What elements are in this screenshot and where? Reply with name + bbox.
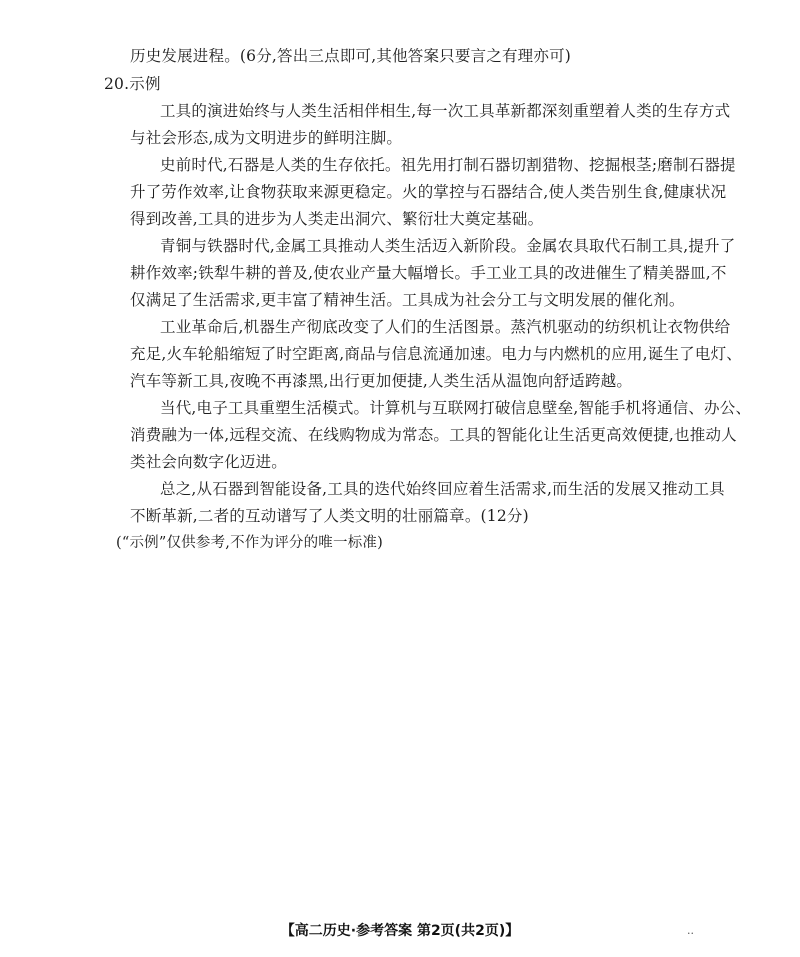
previous-answer-tail: 历史发展进程。(6分,答出三点即可,其他答案只要言之有理亦可): [130, 47, 572, 65]
corner-mark: ··: [687, 927, 694, 940]
question-number-heading: 20.示例: [104, 75, 161, 93]
paragraph-conclusion-line-2: 不断革新,二者的互动谱写了人类文明的壮丽篇章。(12分): [130, 507, 529, 525]
paragraph-contemporary-line-1: 当代,电子工具重塑生活模式。计算机与互联网打破信息壁垒,智能手机将通信、办公、: [160, 399, 752, 417]
paragraph-industrial-line-3: 汽车等新工具,夜晚不再漆黑,出行更加便捷,人类生活从温饱向舒适跨越。: [130, 372, 633, 390]
paragraph-bronze-iron-line-3: 仅满足了生活需求,更丰富了精神生活。工具成为社会分工与文明发展的催化剂。: [130, 291, 685, 309]
paragraph-bronze-iron-line-2: 耕作效率;铁犁牛耕的普及,使农业产量大幅增长。手工业工具的改进催生了精美器皿,不: [130, 264, 727, 282]
paragraph-intro-line-1: 工具的演进始终与人类生活相伴相生,每一次工具革新都深刻重塑着人类的生存方式: [160, 102, 731, 120]
page-footer: 【高二历史·参考答案 第2页(共2页)】: [280, 923, 520, 939]
paragraph-conclusion-line-1: 总之,从石器到智能设备,工具的迭代始终回应着生活需求,而生活的发展又推动工具: [160, 480, 725, 498]
paragraph-intro-line-2: 与社会形态,成为文明进步的鲜明注脚。: [130, 129, 403, 147]
paragraph-prehistoric-line-2: 升了劳作效率,让食物获取来源更稳定。火的掌控与石器结合,使人类告别生食,健康状况: [130, 183, 727, 201]
reference-note: (“示例”仅供参考,不作为评分的唯一标准): [116, 535, 383, 551]
paragraph-prehistoric-line-3: 得到改善,工具的进步为人类走出洞穴、繁衍壮大奠定基础。: [130, 210, 544, 228]
paragraph-prehistoric-line-1: 史前时代,石器是人类的生存依托。祖先用打制石器切割猎物、挖掘根茎;磨制石器提: [160, 156, 736, 174]
paragraph-industrial-line-1: 工业革命后,机器生产彻底改变了人们的生活图景。蒸汽机驱动的纺织机让衣物供给: [160, 318, 731, 336]
paragraph-bronze-iron-line-1: 青铜与铁器时代,金属工具推动人类生活迈入新阶段。金属农具取代石制工具,提升了: [160, 237, 736, 255]
paragraph-contemporary-line-2: 消费融为一体,远程交流、在线购物成为常态。工具的智能化让生活更高效便捷,也推动人: [130, 426, 737, 444]
paragraph-industrial-line-2: 充足,火车轮船缩短了时空距离,商品与信息流通加速。电力与内燃机的应用,诞生了电灯、: [130, 345, 742, 363]
paragraph-contemporary-line-3: 类社会向数字化迈进。: [130, 453, 288, 471]
